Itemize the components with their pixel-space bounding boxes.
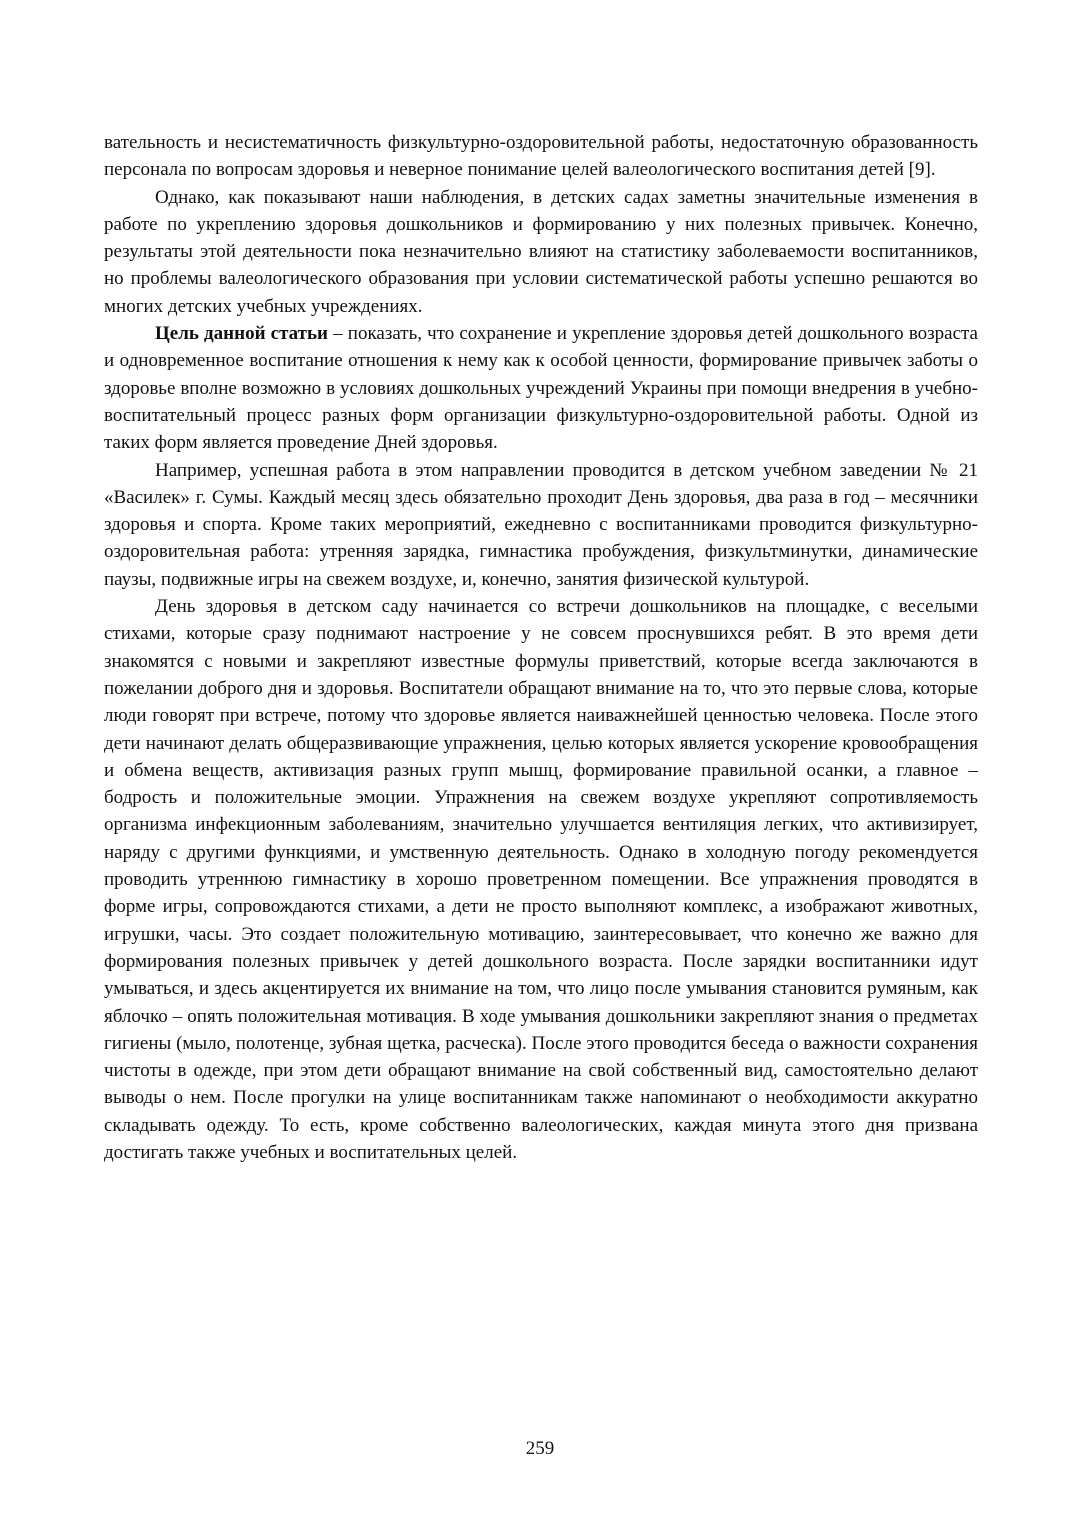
article-goal-text: – показать, что сохранение и укрепление здоровья детей дошкольного возраста и одновременное воспитание отношения к нему как к особой ценности, формирование привычек заботы о здоровье вполне возможно в условиях дошкольных учреждений Украины при помощи внедрения в учебно-воспитательный процесс разных форм организации физкультурно-оздоровительной работы. Одной из таких форм является проведение Дней здоровья. [104,323,978,454]
article-goal-lead: Цель данной статьи [155,323,328,345]
body-text [104,129,978,1166]
paragraph-health-day: День здоровья в детском саду начинается со встречи дошкольников на площадке, с веселыми стихами, которые сразу поднимают настроение у не совсем проснувшихся ребят. В это время дети знакомятся с новыми и закрепляют известные формулы приветствий, которые всегда заключаются в пожелании доброго дня и здоровья. Воспитатели обращают внимание на то, что это первые слова, которые люди говорят при встрече, потому что здоровье является наиважнейшей ценностью человека. После этого дети начинают делать общеразвивающие упражнения, целью которых является ускорение кровообращения и обмена веществ, активизация разных групп мышц, формирование правильной осанки, а главное – бодрость и положительные эмоции. Упражнения на свежем воздухе укрепляют сопротивляемость организма инфекционным заболеваниям, значительно улучшается вентиляция легких, что активизирует, наряду с другими функциями, и умственную деятельность. Однако в холодную погоду рекомендуется проводить утреннюю гимнастику в хорошо проветренном помещении. Все упражнения проводятся в форме игры, сопровождаются стихами, а дети не просто выполняют комплекс, а изображают животных, игрушки, часы. Это создает положительную мотивацию, заинтересовывает, что конечно же важно для формирования полезных привычек у детей дошкольного возраста. После зарядки воспитанники идут умываться, и здесь акцентируется их внимание на том, что лицо после умывания становится румяным, как яблочко – опять положительная мотивация. В ходе умывания дошкольники закрепляют знания о предметах гигиены (мыло, полотенце, зубная щетка, расческа). После этого проводится беседа о важности сохранения чистоты в одежде, при этом дети обращают внимание на свой собственный вид, самостоятельно делают выводы о нем. После прогулки на улице воспитанникам также напоминают о необходимости аккуратно складывать одежду. То есть, кроме собственно валеологических, каждая минута этого дня призвана достигать также учебных и воспитательных целей. [104,596,978,1163]
paragraph-article-goal [104,320,978,456]
paragraph-example: Например, успешная работа в этом направлении проводится в детском учебном заведении № 21 «Василек» г. Сумы. Каждый месяц здесь обязательно проходит День здоровья, два раза в год – месячники здоровья и спорта. Кроме таких мероприятий, ежедневно с воспитанниками проводится физкультурно-оздоровительная работа: утренняя зарядка, гимнастика пробуждения, физкультминутки, динамические паузы, подвижные игры на свежем воздухе, и, конечно, занятия физической культурой. [104,459,978,590]
page-number: 259 [525,1438,555,1459]
paragraph-continuation: вательность и несистематичность физкультурно-оздоровительной работы, недостаточную образованность персонала по вопросам здоровья и неверное понимание целей валеологического воспитания детей [9]. [104,132,978,181]
paragraph-observations: Однако, как показывают наши наблюдения, в детских садах заметны значительные изменения в работе по укреплению здоровья дошкольников и формированию у них полезных привычек. Конечно, результаты этой деятельности пока незначительно влияют на статистику заболеваемости воспитанников, но проблемы валеологического образования при условии систематической работы успешно решаются во многих детских учебных учреждениях. [104,186,978,317]
